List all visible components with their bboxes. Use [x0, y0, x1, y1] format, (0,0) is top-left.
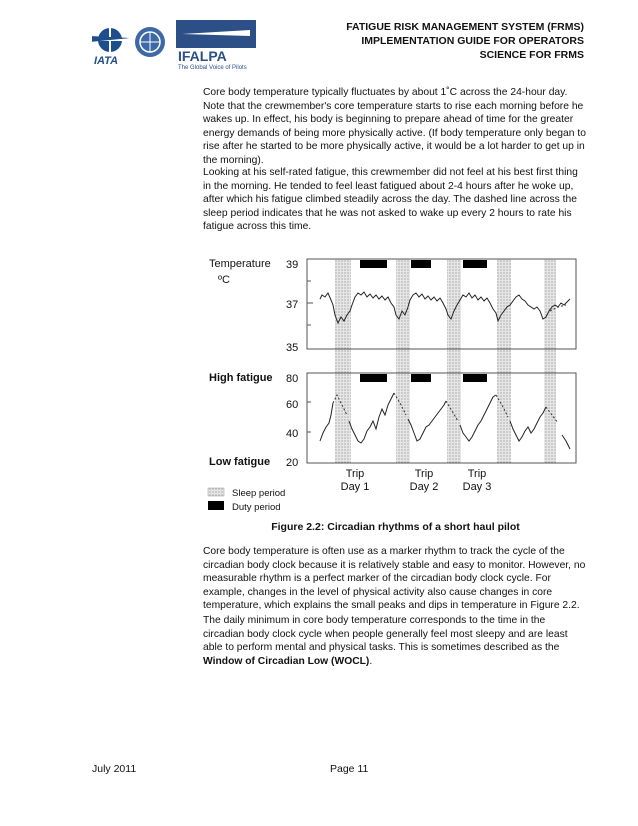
fatigue-line — [460, 395, 496, 441]
duty-period-bar — [360, 374, 387, 382]
ifalpa-logo — [176, 20, 256, 70]
trip-day-label: Day 3 — [462, 481, 492, 493]
sleep-period-band — [396, 259, 410, 463]
paragraph-end: . — [369, 655, 373, 667]
temp-tick: 35 — [286, 342, 299, 354]
temp-tick: 37 — [286, 299, 299, 311]
svg-text:ICAO: ICAO — [92, 20, 95, 21]
low-fatigue-label: Low fatigue — [209, 456, 271, 468]
duty-period-bar — [463, 260, 487, 268]
header-logos — [92, 20, 262, 70]
paragraph-text: Core body temperature typically fluctuates by about 1˚C across the 24-hour day. Note that the crewmember's core temperature starts to rise each morning before he wakes up. In effect, his body is beginning to prepare ahead of time for the greater energy demands of being more physically active. (If body temperature only began to rise after he started to be more physically active, it would be a lot harder to get up in the morning). — [203, 87, 586, 166]
figure-caption: Figure 2.2: Circadian rhythms of a short haul pilot — [271, 521, 520, 533]
paragraph-body: The daily minimum in core body temperature corresponds to the time in the circadian body clock cycle when people generally feel most sleepy and are least able to perform mental and physical tasks. This is sometimes described as the — [203, 615, 568, 654]
temperature-label: Temperature — [209, 258, 271, 270]
legend-duty-swatch — [208, 501, 224, 510]
sleep-period-band — [447, 259, 461, 463]
fatigue-line — [408, 401, 446, 441]
temperature-unit: ºC — [218, 274, 230, 286]
duty-period-bar — [463, 374, 487, 382]
legend-duty-label: Duty period — [232, 502, 281, 513]
header-line: IMPLEMENTATION GUIDE FOR OPERATORS — [361, 35, 584, 47]
duty-period-bar — [411, 374, 431, 382]
trip-label: Trip — [467, 468, 487, 480]
high-fatigue-label: High fatigue — [209, 372, 273, 384]
legend-sleep-swatch — [208, 488, 224, 496]
trip-day-label: Day 2 — [409, 481, 439, 493]
temperature-line — [320, 292, 570, 323]
fatigue-line — [510, 407, 546, 441]
footer-page-number: Page 11 — [330, 763, 369, 775]
legend-sleep-label: Sleep period — [232, 488, 286, 499]
fatigue-tick: 40 — [286, 428, 299, 440]
svg-text:The Global Voice of Pilots: The Global Voice of Pilots — [178, 65, 247, 70]
temp-tick: 39 — [286, 259, 299, 271]
header-line: FATIGUE RISK MANAGEMENT SYSTEM (FRMS) — [346, 21, 584, 33]
wocl-term: Window of Circadian Low (WOCL) — [203, 655, 370, 667]
fatigue-tick: 60 — [286, 399, 299, 411]
paragraph-3 — [203, 545, 588, 613]
paragraph-4 — [203, 614, 588, 668]
paragraph-1 — [203, 86, 588, 168]
fatigue-line — [349, 393, 394, 443]
trip-label: Trip — [414, 468, 434, 480]
circadian-figure — [200, 245, 590, 515]
fatigue-tick: 20 — [286, 457, 299, 469]
iata-logo — [92, 28, 130, 67]
fatigue-line — [320, 403, 333, 441]
paragraph-2 — [203, 166, 588, 234]
paragraph-text: Core body temperature is often use as a marker rhythm to track the cycle of the circadian body clock because it is relatively stable and easy to monitor. However, no measurable rhythm is a perfect marker of the circadian body clock cycle. For example, changes in the level of physical activity also cause changes in core temperature, which explains the small peaks and dips in temperature in Figure 2.2. — [203, 546, 586, 612]
sleep-period-band — [497, 259, 511, 463]
trip-day-label: Day 1 — [340, 481, 370, 493]
duty-period-bar — [411, 260, 431, 268]
header-line: SCIENCE FOR FRMS — [479, 49, 584, 61]
paragraph-text: Looking at his self-rated fatigue, this crewmember did not feel at his best first thing in the morning. He tended to feel least fatigued about 2-4 hours after he woke up, after which his fatigue climbed steadily across the day. The dashed line across the sleep period indicates that he was not asked to wake up every 2 hours to rate his fatigue across this time. — [203, 167, 578, 233]
sleep-period-band — [544, 259, 556, 463]
paragraph-text — [203, 614, 588, 668]
document-header — [346, 20, 584, 62]
svg-text:IFALPA: IFALPA — [178, 48, 227, 64]
sleep-period-band — [335, 259, 351, 463]
footer-date: July 2011 — [92, 763, 137, 775]
fatigue-tick: 80 — [286, 373, 299, 385]
svg-text:IATA: IATA — [94, 55, 119, 67]
trip-label: Trip — [345, 468, 365, 480]
fatigue-line — [562, 435, 570, 449]
duty-period-bar — [360, 260, 387, 268]
